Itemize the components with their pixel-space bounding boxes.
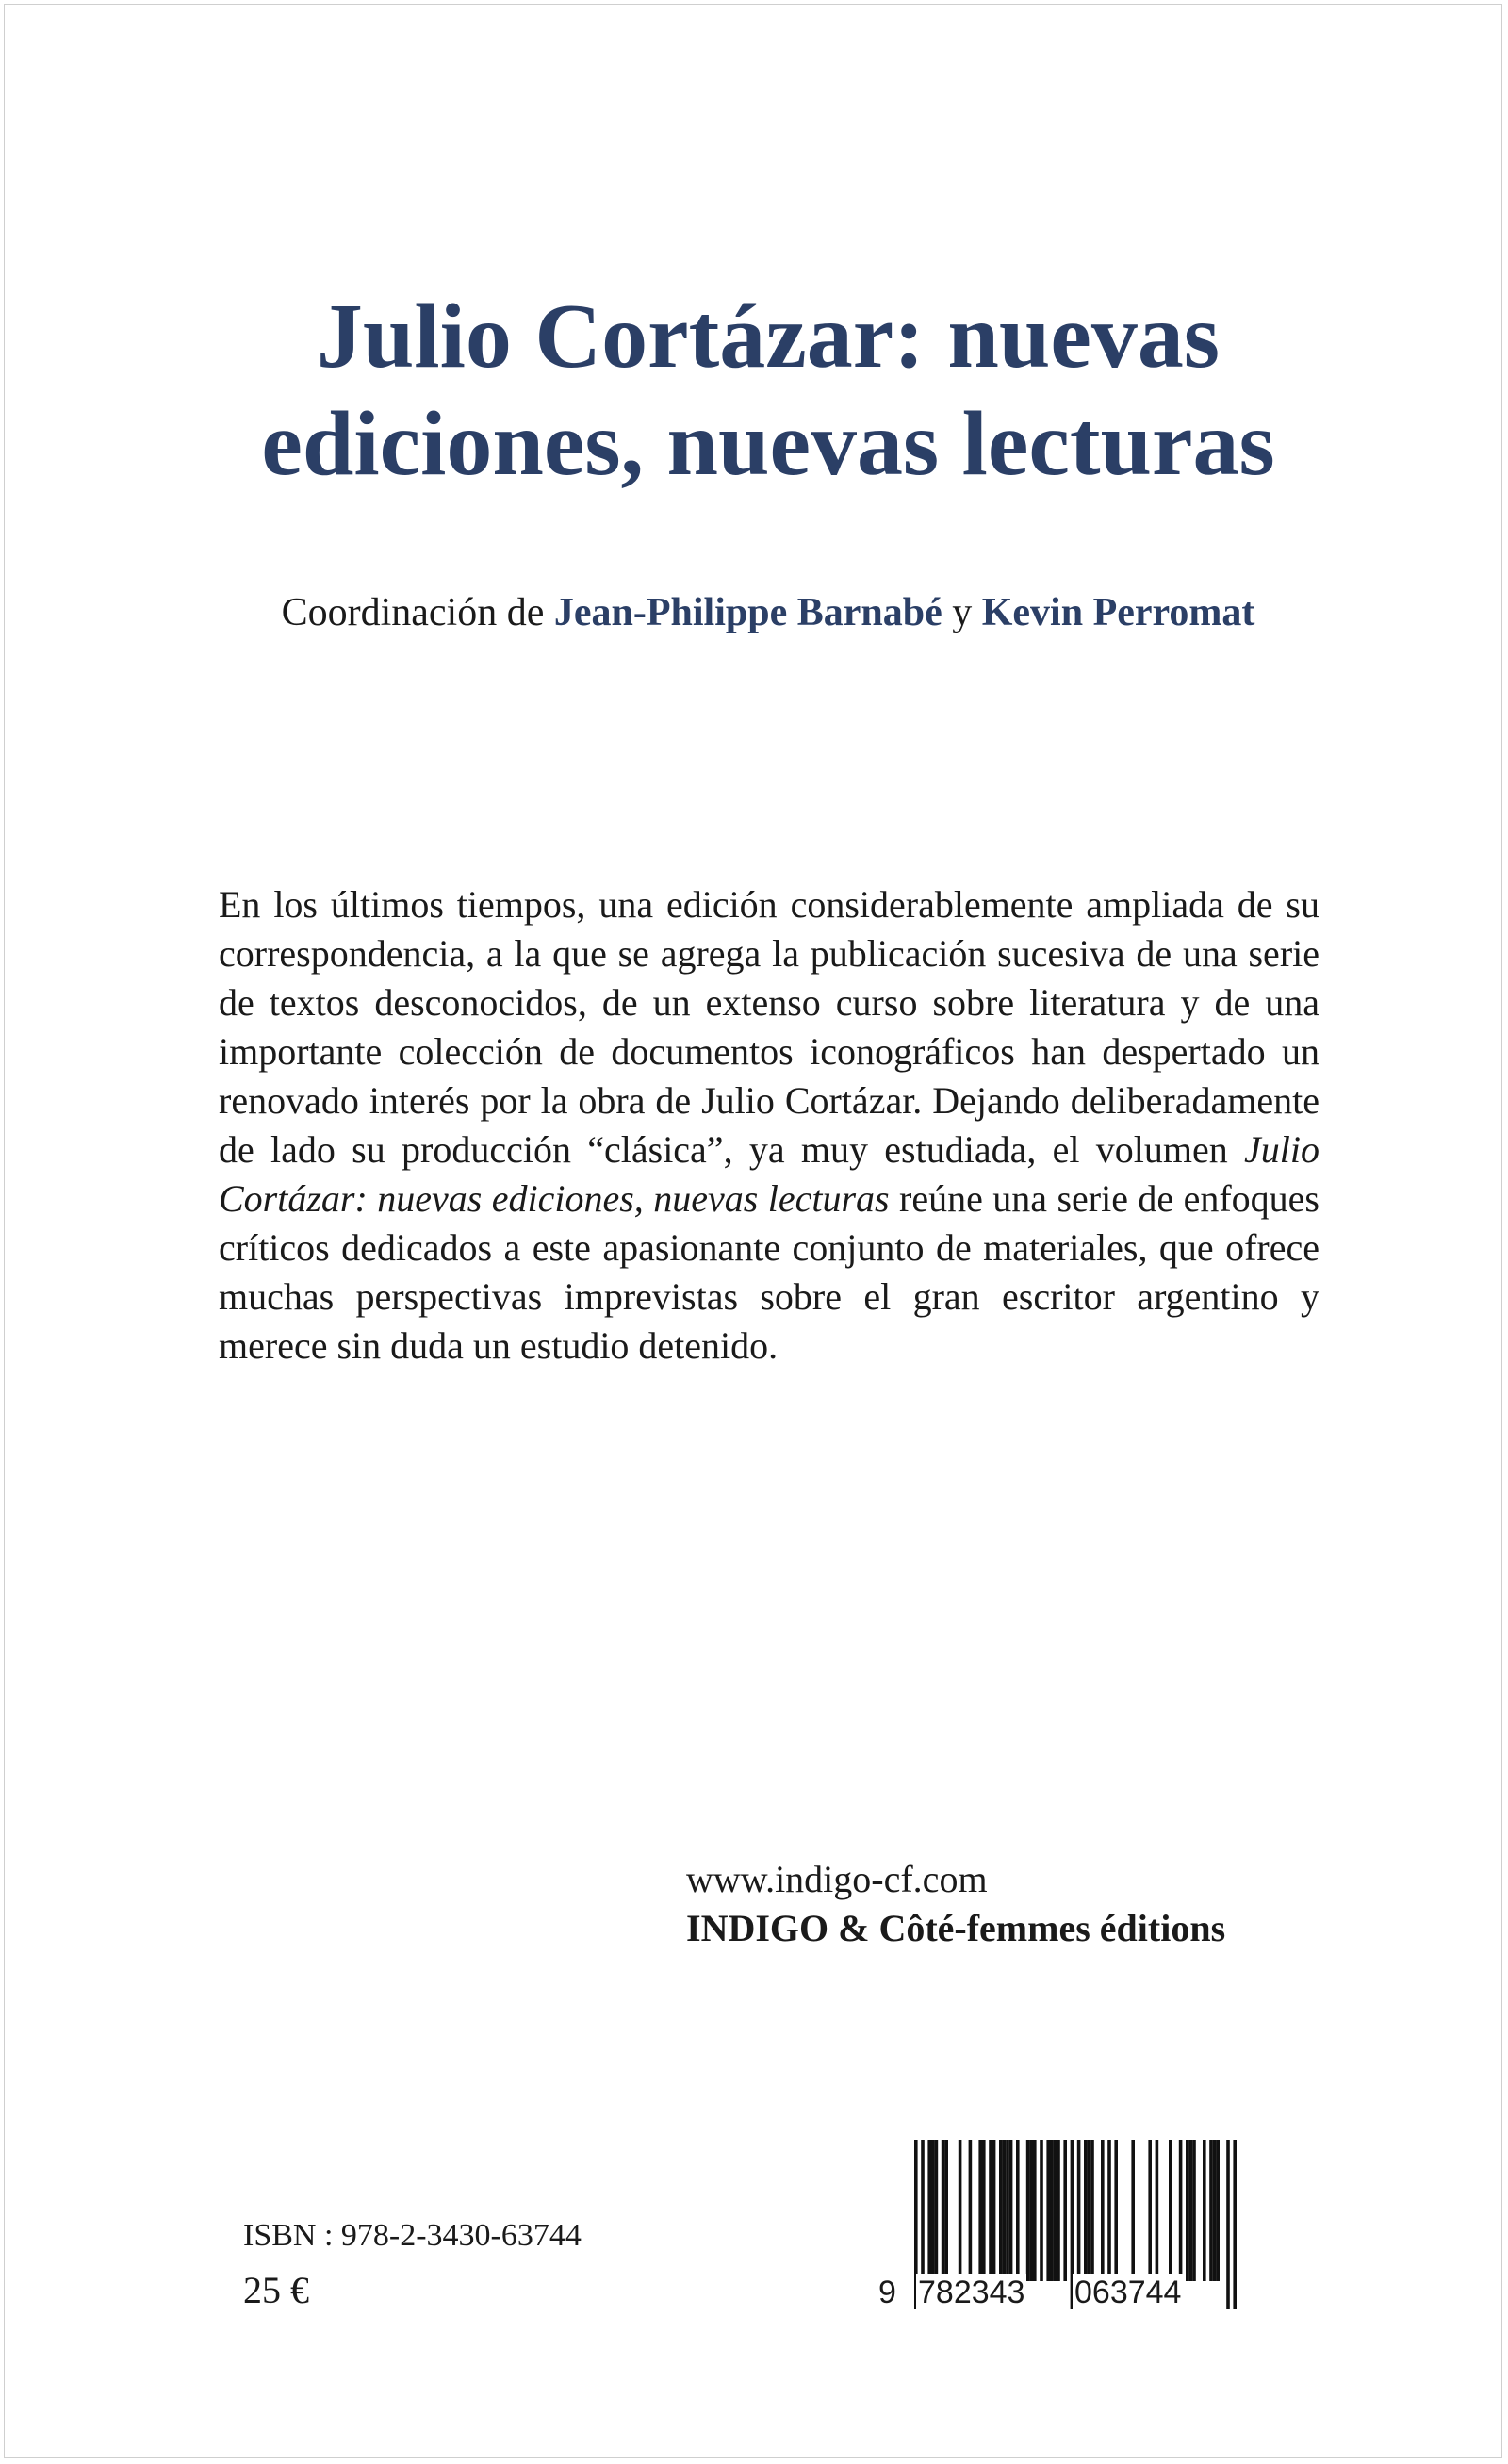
barcode-bar [935, 2140, 939, 2281]
barcode-bar [1156, 2140, 1159, 2281]
barcode-bar [1016, 2140, 1020, 2281]
barcode-bar [1006, 2140, 1009, 2281]
barcode-bar [1101, 2140, 1105, 2281]
barcode-bar [969, 2140, 973, 2281]
barcode-lead-digit: 9 [878, 2275, 896, 2310]
coordination-line [0, 586, 1508, 639]
barcode-right-group: 063744 [1074, 2275, 1182, 2310]
barcode-bar [1179, 2140, 1183, 2281]
barcode-bar [989, 2140, 992, 2281]
barcode-bar [1057, 2140, 1060, 2281]
barcode-bar [1050, 2140, 1054, 2281]
barcode-bar [1169, 2140, 1172, 2281]
barcode-bar [1114, 2140, 1118, 2281]
barcode-bar [1009, 2140, 1013, 2281]
publisher-url: www.indigo-cf.com [686, 1858, 988, 1900]
barcode-bar [1203, 2140, 1206, 2281]
barcode-bar [1189, 2140, 1193, 2281]
title-line-1: Julio Cortázar: nuevas [316, 286, 1221, 387]
barcode-bar [1088, 2140, 1091, 2281]
barcode-bar [1084, 2140, 1088, 2281]
barcode-bar [978, 2140, 982, 2281]
barcode-bar [1192, 2140, 1196, 2281]
barcode-bar [1063, 2140, 1067, 2281]
barcode-bar [1003, 2140, 1007, 2281]
isbn-text: ISBN : 978-2-3430-63744 [243, 2218, 582, 2253]
barcode-bar [1029, 2140, 1033, 2281]
blurb-part-2: reúne una serie de enfoques críticos dedicados a este apasionante conjunto de materiales, que ofrece muchas perspectivas imprevistas sobre el gran escritor argentino y merece sin duda un estudio detenido. [219, 1177, 1320, 1367]
barcode-bar [1213, 2140, 1217, 2281]
publisher-name: INDIGO & Côté-femmes éditions [686, 1907, 1226, 1949]
barcode-bar [1148, 2140, 1152, 2281]
barcode-bar [944, 2140, 948, 2281]
barcode-bar [1216, 2140, 1220, 2281]
barcode-bar [999, 2140, 1003, 2281]
editor-2: Kevin Perromat [981, 591, 1255, 634]
book-title [0, 283, 1508, 498]
coordination-prefix: Coordinación de [281, 591, 545, 634]
barcode-bar [927, 2140, 931, 2281]
barcode-left-group: 782343 [918, 2275, 1025, 2310]
barcode-bar [959, 2140, 962, 2281]
blurb-italic-title: Julio Cortázar: nuevas ediciones, nuevas lecturas [219, 1128, 1320, 1220]
title-line-2: ediciones, nuevas lecturas [261, 393, 1275, 495]
barcode-bar [992, 2140, 996, 2281]
barcode-bar [1107, 2140, 1111, 2281]
barcode-digits [877, 2274, 1272, 2311]
editor-1: Jean-Philippe Barnabé [553, 591, 942, 634]
conjunction: y [952, 591, 973, 634]
blurb-part-1: En los últimos tiempos, una edición considerablemente ampliada de su correspondencia, a la que se agrega la publicación sucesiva de una serie de textos desconocidos, de un extenso curso sobre literatura y de una importante colección de documentos iconográficos han despertado un renovado interés por la obra de Julio Cortázar. Dejando deliberadamente de lado su producción “clásica”, ya muy estudiada, el volumen [219, 883, 1320, 1171]
barcode-bar [1054, 2140, 1057, 2281]
barcode-bar [1186, 2140, 1189, 2281]
barcode-bar [1090, 2140, 1094, 2281]
barcode-bar [1026, 2140, 1030, 2281]
barcode-bar [1209, 2140, 1213, 2281]
barcode-bar [1033, 2140, 1037, 2281]
barcode-bar [942, 2140, 945, 2281]
barcode-bar [1040, 2140, 1043, 2281]
price-text: 25 € [243, 2269, 309, 2311]
barcode-bar [1046, 2140, 1050, 2281]
publisher-block [686, 1855, 1225, 1953]
barcode-bar [1131, 2140, 1135, 2281]
back-cover-blurb [219, 880, 1320, 1371]
barcode-bar [982, 2140, 986, 2281]
barcode-bar [931, 2140, 935, 2281]
